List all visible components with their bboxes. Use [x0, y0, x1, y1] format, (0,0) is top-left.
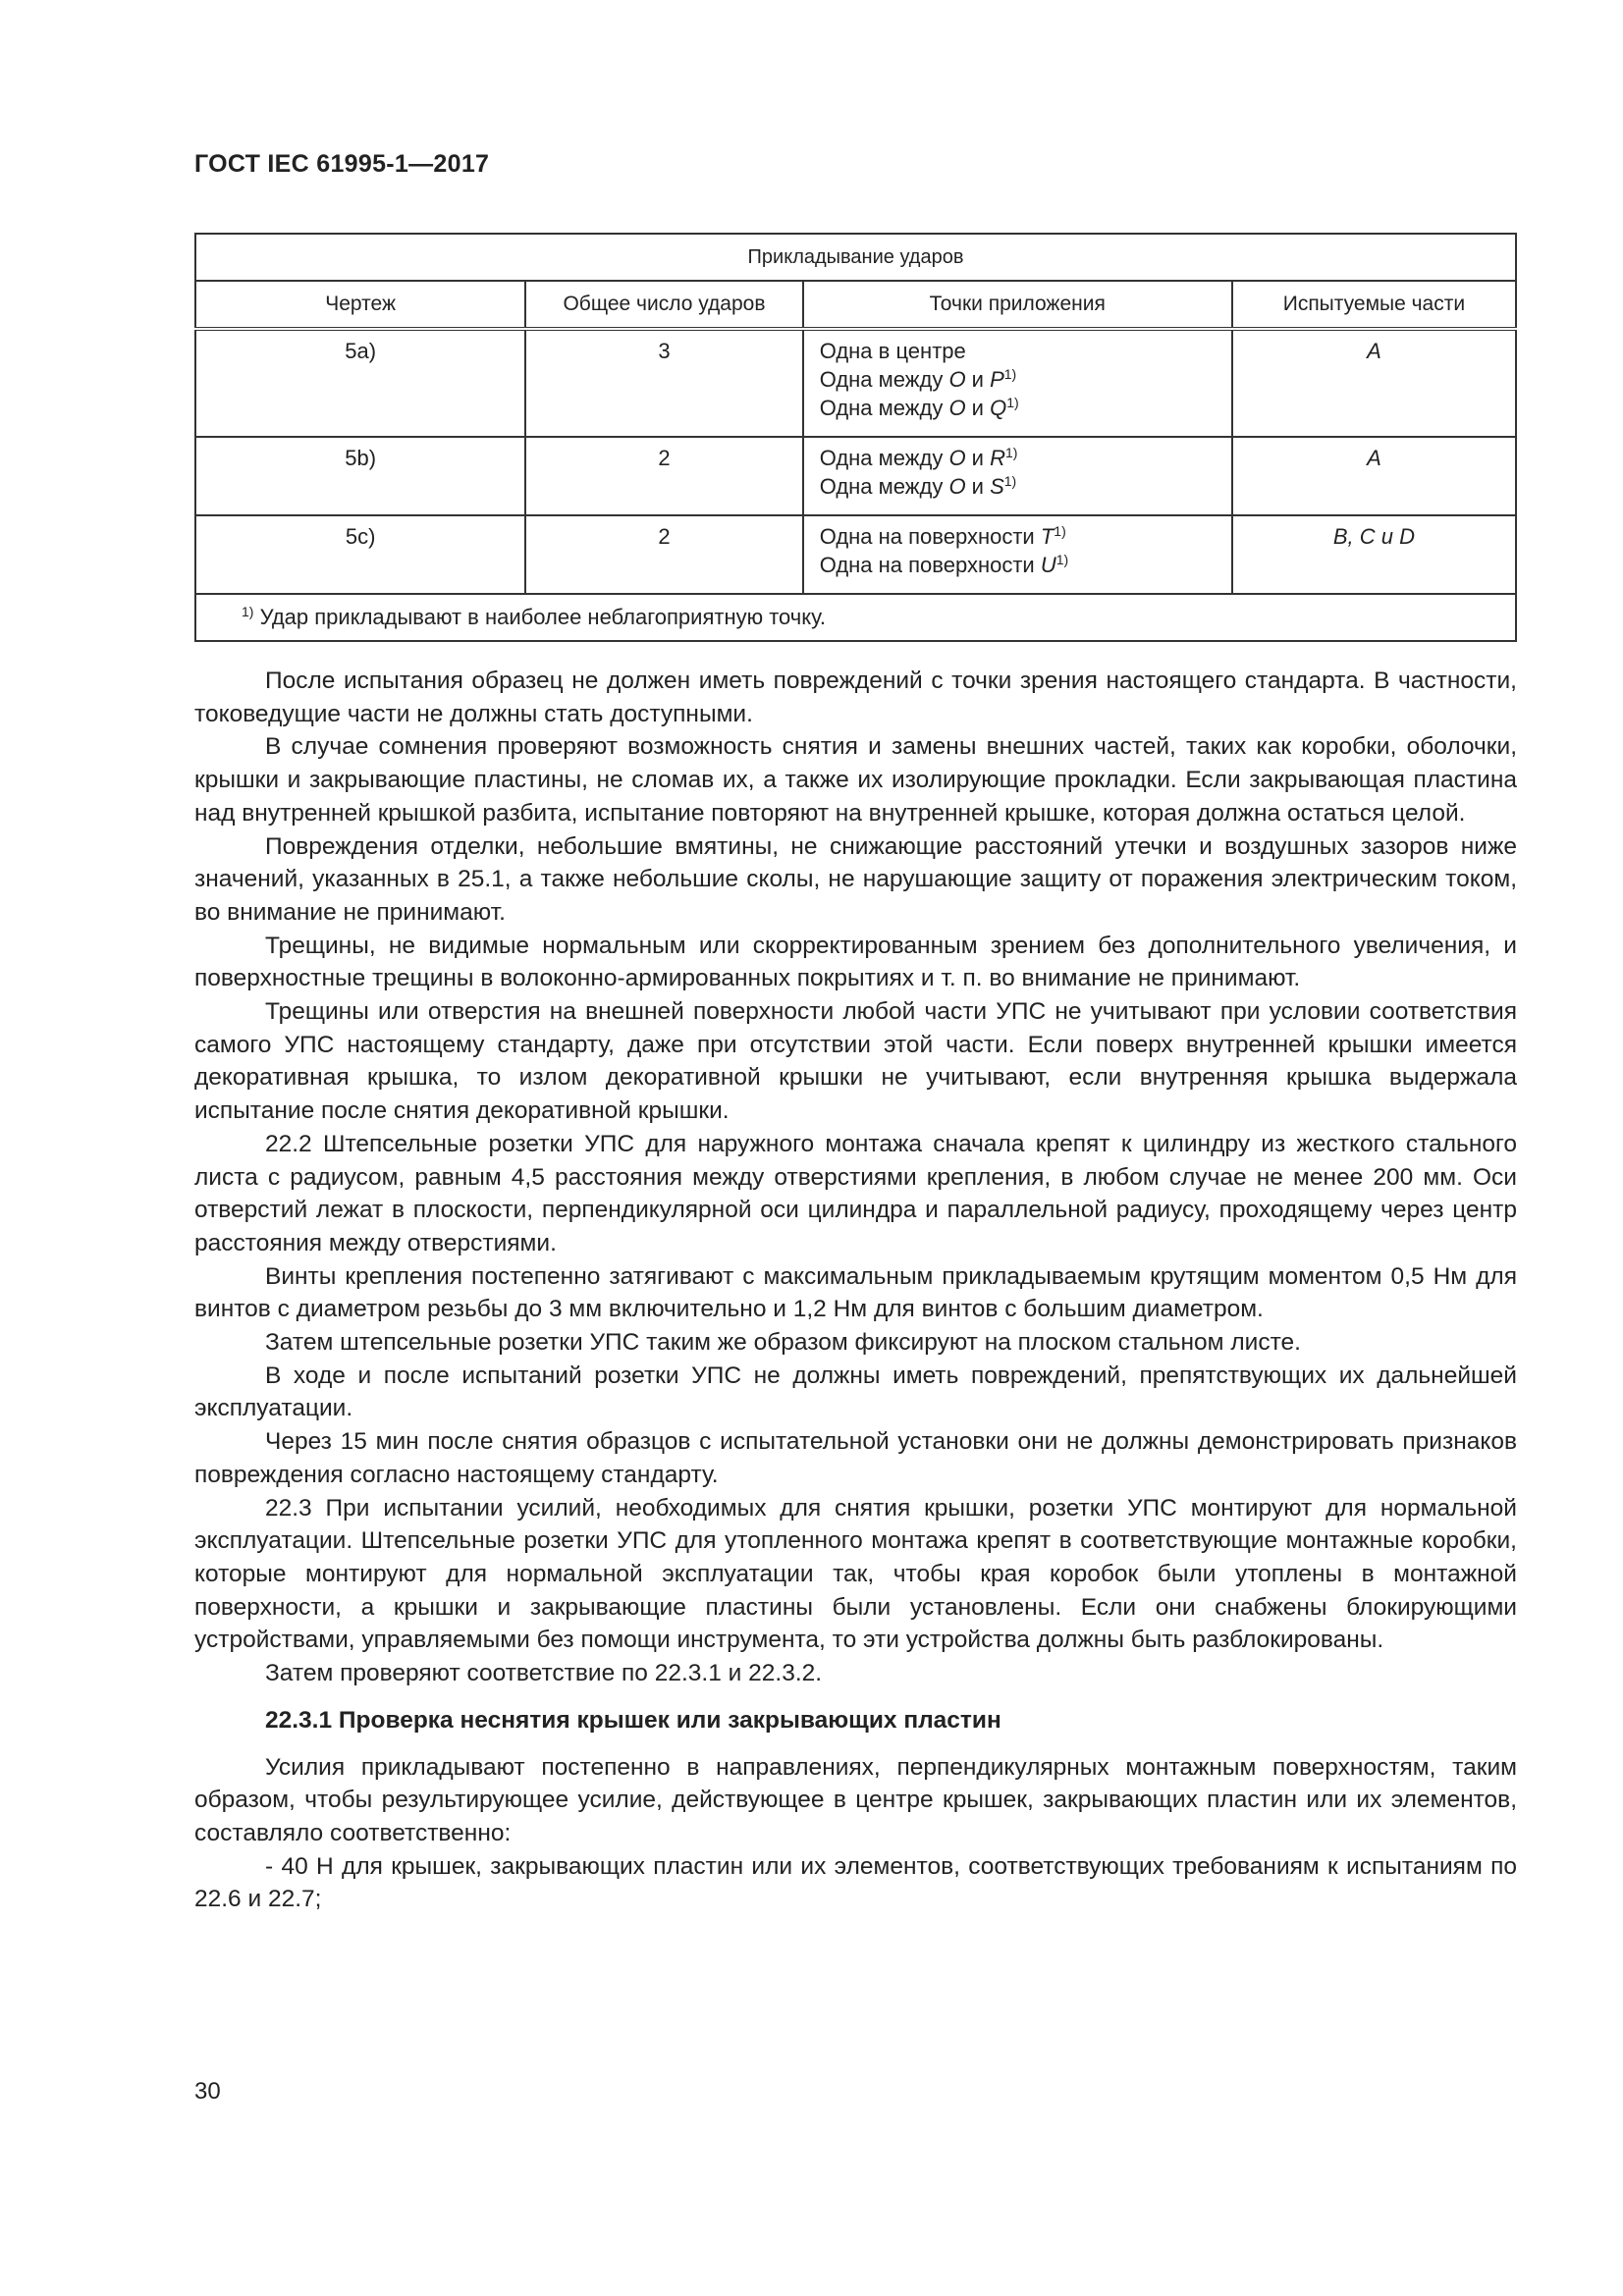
point-text: и: [965, 446, 991, 470]
table-row: [195, 329, 1516, 437]
point-line: [820, 337, 1231, 365]
paragraph: В ходе и после испытаний розетки УПС не должны иметь повреждений, препятствующих их дальнейшей эксплуатации.: [194, 1362, 1517, 1422]
table-header-row: [195, 281, 1516, 329]
point-var: P: [990, 367, 1004, 392]
paragraph: После испытания образец не должен иметь повреждений с точки зрения настоящего стандарта. В частности, токоведущие части не должны стать доступными.: [194, 667, 1517, 727]
point-line: [820, 551, 1231, 579]
count-cell: 2: [525, 437, 802, 515]
footnote-ref: 1): [1006, 395, 1019, 410]
table-row: [195, 437, 1516, 515]
parts-text: B, C и D: [1332, 524, 1415, 549]
parts-cell: [1232, 329, 1516, 437]
point-var: S: [990, 474, 1004, 499]
point-var: O: [948, 474, 966, 499]
paragraph: - 40 Н для крышек, закрывающих пластин или их элементов, соответствующих требованиям к испытаниям по 22.6 и 22.7;: [194, 1852, 1517, 1913]
footnote-ref: 1): [1003, 473, 1017, 489]
points-cell: [803, 437, 1232, 515]
point-line: [820, 365, 1231, 394]
point-text: Одна между: [819, 474, 949, 499]
table-caption: Прикладывание ударов: [195, 234, 1516, 281]
point-text: Одна между: [819, 446, 949, 470]
paragraph: Повреждения отделки, небольшие вмятины, не снижающие расстояний утечки и воздушных зазоров ниже значений, указанных в 25.1, а также небольшие сколы, не нарушающие защиту от поражения электрическим током, во внимание не принимают.: [194, 832, 1517, 926]
point-text: и: [965, 474, 991, 499]
footnote-text: Удар прикладывают в наиболее неблагоприятную точку.: [259, 605, 827, 629]
body-text: [194, 665, 1517, 1916]
column-header: Чертеж: [195, 281, 525, 329]
column-header: Испытуемые части: [1232, 281, 1516, 329]
point-line: [820, 522, 1231, 551]
page-number: 30: [194, 2078, 221, 2105]
point-var: O: [948, 367, 966, 392]
paragraph: Затем штепсельные розетки УПС таким же образом фиксируют на плоском стальном листе.: [265, 1329, 1301, 1357]
count-cell: 3: [525, 329, 802, 437]
paragraph: Трещины, не видимые нормальным или скорректированным зрением без дополнительного увеличения, и поверхностные трещины в волоконно-армированных покрытиях и т. п. во внимание не принимают.: [194, 932, 1517, 992]
point-var: T: [1040, 524, 1055, 549]
footnote-ref: 1): [1054, 523, 1066, 539]
impact-table: [194, 233, 1517, 642]
drawing-cell: 5a): [195, 329, 525, 437]
point-var: O: [948, 396, 966, 420]
points-cell: [803, 515, 1232, 594]
footnote-ref: 1): [1003, 366, 1017, 382]
footnote-ref: 1): [1055, 552, 1069, 567]
point-text: Одна между: [819, 396, 949, 420]
paragraph: Трещины или отверстия на внешней поверхности любой части УПС не учитывают при условии соответствия самого УПС настоящему стандарту, даже при отсутствии этой части. Если поверх внутренней крышки имеется декоративная крышка, то излом декоративной крышки не учитывают, если внутренняя крышка выдержала испытание после снятия декоративной крышки.: [194, 998, 1517, 1125]
drawing-cell: 5c): [195, 515, 525, 594]
drawing-cell: 5b): [195, 437, 525, 515]
paragraph: Затем проверяют соответствие по 22.3.1 и 22.3.2.: [265, 1660, 823, 1687]
paragraph: Усилия прикладывают постепенно в направлениях, перпендикулярных монтажным поверхностям, таким образом, чтобы результирующее усилие, действующее в центре крышек, закрывающих пластин или их элементов, составляло соответственно:: [194, 1753, 1517, 1846]
parts-cell: [1232, 437, 1516, 515]
point-text: Одна на поверхности: [819, 524, 1041, 549]
paragraph: Через 15 мин после снятия образцов с испытательной установки они не должны демонстрировать признаков повреждения согласно настоящему стандарту.: [194, 1428, 1517, 1488]
point-text: и: [965, 367, 991, 392]
paragraph: Винты крепления постепенно затягивают с максимальным прикладываемым крутящим моментом 0,5 Нм для винтов с диаметром резьбы до 3 мм включительно и 1,2 Нм для винтов с большим диаметром.: [194, 1262, 1517, 1323]
parts-text: A: [1367, 339, 1381, 363]
footnote-ref: 1): [1004, 445, 1018, 460]
paragraph: 22.3 При испытании усилий, необходимых для снятия крышки, розетки УПС монтируют для нормальной эксплуатации. Штепсельные розетки УПС для утопленного монтажа крепят в соответствующие монтажные коробки, которые монтируют для нормальной эксплуатации так, чтобы края коробок были утоплены в монтажной поверхности, а крышки и закрывающие пластины были установлены. Если они снабжены блокирующими устройствами, управляемыми без помощи инструмента, то эти устройства должны быть разблокированы.: [194, 1494, 1517, 1654]
point-line: [820, 472, 1231, 501]
point-var: Q: [990, 396, 1007, 420]
point-var: R: [990, 446, 1005, 470]
paragraph: В случае сомнения проверяют возможность снятия и замены внешних частей, таких как коробки, оболочки, крышки и закрывающие пластины, не сломав их, а также их изолирующие прокладки. Если закрывающая пластина над внутренней крышкой разбита, испытание повторяют на внутренней крышке, которая должна остаться целой.: [194, 733, 1517, 827]
point-text: Одна на поверхности: [819, 553, 1041, 577]
parts-text: A: [1367, 446, 1381, 470]
paragraph: 22.2 Штепсельные розетки УПС для наружного монтажа сначала крепят к цилиндру из жесткого стального листа с радиусом, равным 4,5 расстояния между отверстиями крепления, в любом случае не менее 200 мм. Оси отверстий лежат в плоскости, перпендикулярной оси цилиндра и параллельной радиусу, проходящему через центр расстояния между отверстиями.: [194, 1130, 1517, 1256]
point-line: [820, 444, 1231, 472]
column-header: Точки приложения: [803, 281, 1232, 329]
table-row: [195, 515, 1516, 594]
column-header: Общее число ударов: [525, 281, 802, 329]
points-cell: [803, 329, 1232, 437]
point-line: [820, 394, 1231, 422]
document-header: ГОСТ IEC 61995-1—2017: [194, 150, 490, 178]
footnote-mark: 1): [242, 604, 254, 619]
count-cell: 2: [525, 515, 802, 594]
point-var: U: [1040, 553, 1056, 577]
section-heading: 22.3.1 Проверка неснятия крышек или закрывающих пластин: [265, 1706, 1001, 1734]
point-text: и: [965, 396, 991, 420]
point-text: Одна в центре: [819, 339, 966, 363]
point-text: Одна между: [819, 367, 949, 392]
parts-cell: [1232, 515, 1516, 594]
table-footnote: [195, 594, 1516, 641]
point-var: O: [948, 446, 966, 470]
